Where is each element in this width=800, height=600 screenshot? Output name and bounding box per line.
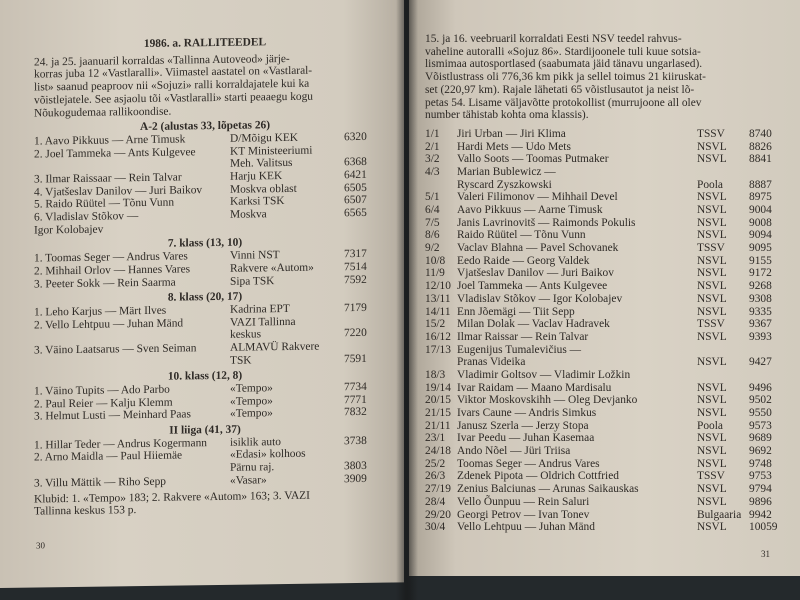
club-name: Moskva	[230, 208, 267, 221]
result-score: 9573	[749, 419, 772, 432]
crew-names: 2. Vello Lehtpuu — Juhan Mänd	[34, 317, 184, 332]
result-score: 9095	[749, 242, 772, 255]
place: 27/19	[425, 483, 451, 496]
country: NSVL	[697, 229, 727, 242]
crew-names: Zenius Balciunas — Arunas Saikauskas	[457, 483, 639, 496]
country: NSVL	[697, 140, 727, 153]
result-score: 6505	[344, 181, 367, 194]
crew-names: 1. Aavo Pikkuus — Arne Timusk	[34, 133, 186, 148]
crew-names: Joel Tammeka — Ants Kulgevee	[457, 280, 608, 293]
result-score: 9496	[749, 381, 772, 394]
crew-names: Ryscard Zyszkowski	[457, 178, 552, 191]
result-row	[425, 191, 785, 204]
place: 20/15	[425, 394, 451, 407]
result-score: 6320	[344, 130, 367, 144]
result-score: 9896	[749, 495, 772, 508]
crew-names: Vjatšeslav Danilov — Juri Baikov	[457, 267, 614, 280]
club-name: D/Mõigu KEK	[230, 131, 299, 145]
right-page-text	[425, 33, 785, 534]
place: 25/2	[425, 457, 446, 470]
left-page-text	[34, 35, 376, 519]
place: 8/6	[425, 229, 440, 242]
crew-names: 1. Väino Tupits — Ado Parbo	[34, 383, 170, 398]
result-score: 7771	[344, 393, 367, 406]
intro-line: lismimaa autosportlased (saabumata jäid tänavu ungarlased).	[425, 58, 703, 71]
place: 15/2	[425, 318, 446, 331]
crew-names: 4. Vjatšeslav Danilov — Juri Baikov	[34, 183, 203, 199]
result-row	[425, 204, 785, 217]
result-score: 6368	[344, 156, 367, 169]
result-score: 9689	[749, 432, 772, 445]
intro-line: 15. ja 16. veebruaril korraldati Eesti NSV teedel rahvus-	[425, 33, 682, 45]
result-row	[425, 458, 785, 471]
result-score: 9748	[749, 457, 772, 470]
country: NSVL	[697, 445, 727, 458]
club-name: «Edasi» kolhoos	[230, 448, 306, 462]
club-name: «Tempo»	[230, 407, 273, 421]
crew-names: 3. Peeter Sokk — Rein Saarma	[34, 276, 176, 291]
club-name: TSK	[230, 354, 252, 367]
crew-names: 1. Hillar Teder — Andrus Kogermann	[34, 436, 207, 452]
intro-line: number tähistab kohta oma klassis).	[425, 109, 589, 122]
crew-names: Georgi Petrov — Ivan Tonev	[457, 508, 590, 521]
crew-names: 1. Toomas Seger — Andrus Vares	[34, 250, 188, 265]
place: 7/5	[425, 216, 440, 229]
result-score: 7591	[344, 352, 367, 365]
result-row	[425, 217, 785, 230]
left-page-number: 30	[36, 540, 45, 551]
club-name: keskus	[230, 328, 262, 342]
clubs-summary-line: Klubid: 1. «Tempo» 183; 2. Rakvere «Autom» 163; 3. VAZI	[34, 489, 310, 506]
crew-names: Vladislav Stõkov — Igor Kolobajev	[457, 292, 623, 305]
club-name: isiklik auto	[230, 435, 281, 449]
club-name: «Tempo»	[230, 382, 273, 395]
crew-names: Zdenek Pipota — Oldrich Cottfried	[457, 470, 619, 483]
club-name: Vinni NST	[230, 249, 280, 262]
crew-names: Marian Bublewicz —	[457, 165, 556, 178]
result-row	[425, 420, 785, 433]
club-name: Harju KEK	[230, 170, 283, 183]
result-row	[425, 344, 785, 357]
country: NSVL	[697, 407, 727, 420]
intro-line: petas 54. Lisame väljavõtte protokollist (murrujoone all olev	[425, 96, 702, 109]
country: NSVL	[697, 280, 727, 293]
place: 21/15	[425, 407, 451, 420]
section-heading: A-2 (alustas 33, lõpetas 26)	[139, 119, 271, 134]
result-score: 9753	[749, 470, 772, 483]
result-score: 9393	[749, 330, 772, 343]
crew-names: Pranas Videika	[457, 356, 526, 369]
result-row	[425, 166, 785, 179]
right-page-number: 31	[761, 549, 770, 559]
result-score: 7220	[344, 327, 367, 340]
crew-names: Janusz Szerla — Jerzy Stopa	[457, 419, 589, 432]
right-page	[409, 0, 800, 576]
result-row	[425, 432, 785, 445]
result-score: 9172	[749, 267, 772, 280]
result-score: 3738	[344, 434, 367, 447]
result-row	[425, 382, 785, 395]
crew-names: Vello Õunpuu — Rein Saluri	[457, 495, 590, 508]
result-score: 3909	[344, 472, 367, 486]
result-score: 8975	[749, 191, 772, 204]
place: 10/8	[425, 254, 446, 267]
result-row	[425, 179, 785, 192]
result-score: 9094	[749, 229, 772, 242]
result-score: 9550	[749, 407, 772, 420]
result-row	[425, 521, 785, 534]
result-row	[425, 128, 785, 141]
result-score: 9335	[749, 305, 772, 318]
result-row	[425, 356, 785, 369]
crew-names: Toomas Seger — Andrus Vares	[457, 457, 600, 470]
result-row	[425, 318, 785, 331]
crew-names: 2. Joel Tammeka — Ants Kulgevee	[34, 145, 196, 161]
result-score: 9367	[749, 318, 772, 331]
place: 21/11	[425, 419, 451, 432]
crew-names: Eugenijus Tumalevičius —	[457, 343, 582, 356]
result-score: 9008	[749, 216, 772, 229]
country: NSVL	[697, 432, 727, 445]
result-score: 9427	[749, 356, 772, 369]
place: 9/2	[425, 242, 440, 255]
intro-line: Nõukogudemaa rallikoondise.	[34, 105, 172, 120]
crew-names: Eedo Raide — Georg Valdek	[457, 254, 590, 267]
crew-names: 2. Mihhail Orlov — Hannes Vares	[34, 263, 191, 278]
result-row	[425, 496, 785, 509]
result-row	[425, 407, 785, 420]
intro-line: 24. ja 25. jaanuaril korraldas «Tallinna Autoveod» järje-	[34, 52, 290, 69]
intro-line: list» saanud peaproov nii «Sojuzi» ralli korraldajatele kui ka	[34, 77, 310, 94]
place: 11/9	[425, 267, 445, 280]
section-heading: 8. klass (20, 17)	[167, 290, 243, 304]
country: NSVL	[697, 153, 727, 166]
clubs-summary-line: Tallinna keskus 153 p.	[34, 504, 137, 518]
crew-names: Enn Jõemägi — Tiit Sepp	[457, 305, 575, 318]
crew-names: Ivars Caune — Andris Simkus	[457, 407, 597, 420]
place: 23/1	[425, 432, 446, 445]
crew-names: 2. Arno Maidla — Paul Hiiemäe	[34, 449, 183, 465]
crew-names: Ilmar Raissar — Rein Talvar	[457, 330, 589, 343]
result-score: 7179	[344, 301, 367, 315]
country: NSVL	[697, 457, 727, 470]
section-heading: 10. klass (12, 8)	[167, 369, 243, 383]
club-name: «Tempo»	[230, 394, 273, 408]
place: 5/1	[425, 191, 440, 204]
club-name: KT Ministeeriumi	[230, 144, 313, 158]
country: NSVL	[697, 381, 727, 394]
result-score: 8887	[749, 178, 772, 191]
result-score: 6507	[344, 194, 367, 207]
crew-names: 1. Leho Karjus — Märt Ilves	[34, 304, 167, 319]
crew-names: Vello Lehtpuu — Juhan Mänd	[457, 521, 595, 534]
crew-names: Ivar Raidam — Maano Mardisalu	[457, 381, 612, 394]
place: 1/1	[425, 127, 440, 140]
result-score: 7514	[344, 260, 367, 274]
club-name: Sipa TSK	[230, 274, 275, 288]
result-score: 8740	[749, 127, 772, 140]
intro-line: vaheline autoralli «Sojuz 86». Stardijoonele tuli kuue sotsia-	[425, 45, 701, 58]
country: NSVL	[697, 204, 727, 217]
crew-names: Vladimir Goltsov — Vladimir Ložkin	[457, 368, 631, 381]
result-score: 9004	[749, 204, 772, 217]
book-gutter	[396, 0, 418, 600]
crew-names: 5. Raido Rüütel — Tõnu Vunn	[34, 196, 175, 211]
club-name: Pärnu raj.	[230, 461, 275, 474]
country: TSSV	[697, 242, 725, 255]
result-score: 6565	[344, 206, 367, 220]
left-page	[0, 0, 404, 588]
result-score: 3803	[344, 460, 367, 473]
place: 2/1	[425, 140, 440, 153]
place: 19/14	[425, 381, 451, 394]
result-row	[425, 141, 785, 154]
result-score: 9308	[749, 292, 772, 305]
country: NSVL	[697, 394, 727, 407]
result-row	[425, 255, 785, 268]
country: NSVL	[697, 356, 727, 369]
result-score: 8826	[749, 140, 772, 153]
result-score: 9692	[749, 445, 772, 458]
place: 28/4	[425, 495, 446, 508]
result-row	[425, 470, 785, 483]
crew-names: 2. Paul Reier — Kalju Klemm	[34, 396, 173, 411]
result-score: 7832	[344, 406, 367, 419]
place: 29/20	[425, 508, 451, 521]
place: 4/3	[425, 165, 440, 178]
crew-names: Aavo Pikkuus — Aarne Timusk	[457, 204, 603, 217]
section-heading: II liiga (41, 37)	[169, 423, 241, 437]
result-score: 9268	[749, 280, 772, 293]
result-score: 9794	[749, 483, 772, 496]
result-row	[425, 509, 785, 522]
place: 17/13	[425, 343, 451, 356]
place: 26/3	[425, 470, 446, 483]
crew-names: Ivar Peedu — Juhan Kasemaa	[457, 432, 595, 445]
intro-line: võistlejatele. See asjaolu tõi «Vastlaralli» starti peaaegu kogu	[34, 90, 313, 107]
intro-line: set (220,97 km). Rajale lähetati 65 võistlusautot ja neist lõ-	[425, 83, 695, 96]
crew-names: 3. Väino Laatsarus — Sven Seiman	[34, 342, 197, 357]
result-score: 9942	[749, 508, 772, 521]
result-row	[425, 369, 785, 382]
place: 13/11	[425, 292, 451, 305]
crew-names: Valeri Filimonov — Mihhail Devel	[457, 191, 618, 204]
country: NSVL	[697, 521, 727, 534]
crew-names: 3. Villu Mättik — Riho Sepp	[34, 475, 167, 490]
club-name: Moskva oblast	[230, 182, 297, 196]
crew-names: 3. Ilmar Raissaar — Rein Talvar	[34, 171, 182, 186]
country: TSSV	[697, 470, 725, 483]
result-row	[425, 394, 785, 407]
country: NSVL	[697, 292, 727, 305]
country: NSVL	[697, 495, 727, 508]
country: TSSV	[697, 318, 725, 331]
country: Poola	[697, 419, 723, 432]
result-score: 8841	[749, 153, 772, 166]
result-row	[425, 483, 785, 496]
club-name: «Vasar»	[230, 474, 267, 487]
result-score: 6421	[344, 168, 367, 182]
place: 24/18	[425, 445, 451, 458]
result-row	[425, 445, 785, 458]
club-name: ALMAVÜ Rakvere	[230, 340, 320, 354]
country: NSVL	[697, 330, 727, 343]
result-score: 9155	[749, 254, 772, 267]
crew-names: 3. Helmut Lusti — Meinhard Paas	[34, 408, 191, 423]
result-row	[425, 331, 785, 344]
crew-names: Hardi Mets — Udo Mets	[457, 140, 571, 153]
section-heading: 7. klass (13, 10)	[167, 237, 243, 251]
result-score: 7592	[344, 273, 367, 286]
intro-line: korras juba 12 «Vastlaralli». Viimastel aastatel on «Vastlaral-	[34, 65, 313, 81]
result-score: 9502	[749, 394, 772, 407]
crew-names: Vallo Soots — Toomas Putmaker	[457, 153, 609, 166]
result-row	[425, 306, 785, 319]
page-title: 1986. a. RALLITEEDEL	[143, 36, 267, 50]
result-row	[425, 293, 785, 306]
place: 6/4	[425, 204, 440, 217]
crew-names: Ando Nõel — Jüri Triisa	[457, 445, 571, 458]
place: 30/4	[425, 521, 446, 534]
crew-names: Milan Dolak — Vaclav Hadravek	[457, 318, 610, 331]
place: 14/11	[425, 305, 451, 318]
country: NSVL	[697, 254, 727, 267]
result-score: 10059	[749, 521, 778, 534]
place: 18/3	[425, 368, 446, 381]
crew-names: Igor Kolobajev	[34, 223, 104, 237]
country: NSVL	[697, 305, 727, 318]
result-score: 7317	[344, 248, 367, 261]
country: NSVL	[697, 216, 727, 229]
club-name: Karksi TSK	[230, 195, 285, 209]
place: 12/10	[425, 280, 451, 293]
crew-names: 6. Vladislav Stõkov —	[34, 210, 139, 224]
result-row	[425, 280, 785, 293]
crew-names: Jiri Urban — Jiri Klima	[457, 127, 566, 140]
intro-line: Võistlustrass oli 776,36 km pikk ja sellel toimus 21 kiiruskat-	[425, 71, 706, 84]
club-name: VAZI Tallinna	[230, 315, 296, 329]
result-row	[425, 153, 785, 166]
country: Poola	[697, 178, 723, 191]
country: TSSV	[697, 127, 725, 140]
crew-names: Vaclav Blahna — Pavel Schovanek	[457, 242, 619, 255]
result-score: 7734	[344, 380, 367, 394]
country: Bulgaaria	[697, 508, 742, 521]
crew-names: Viktor Moskovskihh — Oleg Devjanko	[457, 394, 638, 407]
club-name: Meh. Valitsus	[230, 157, 293, 171]
club-name: Kadrina EPT	[230, 302, 290, 316]
result-row	[425, 242, 785, 255]
country: NSVL	[697, 267, 727, 280]
place: 16/12	[425, 330, 451, 343]
country: NSVL	[697, 191, 727, 204]
result-row	[425, 267, 785, 280]
club-name: Rakvere «Autom»	[230, 261, 314, 275]
place: 3/2	[425, 153, 440, 166]
crew-names: Raido Rüütel — Tõnu Vunn	[457, 229, 586, 242]
crew-names: Janis Lavrinovitš — Raimonds Pokulis	[457, 216, 636, 229]
result-row	[425, 229, 785, 242]
country: NSVL	[697, 483, 727, 496]
